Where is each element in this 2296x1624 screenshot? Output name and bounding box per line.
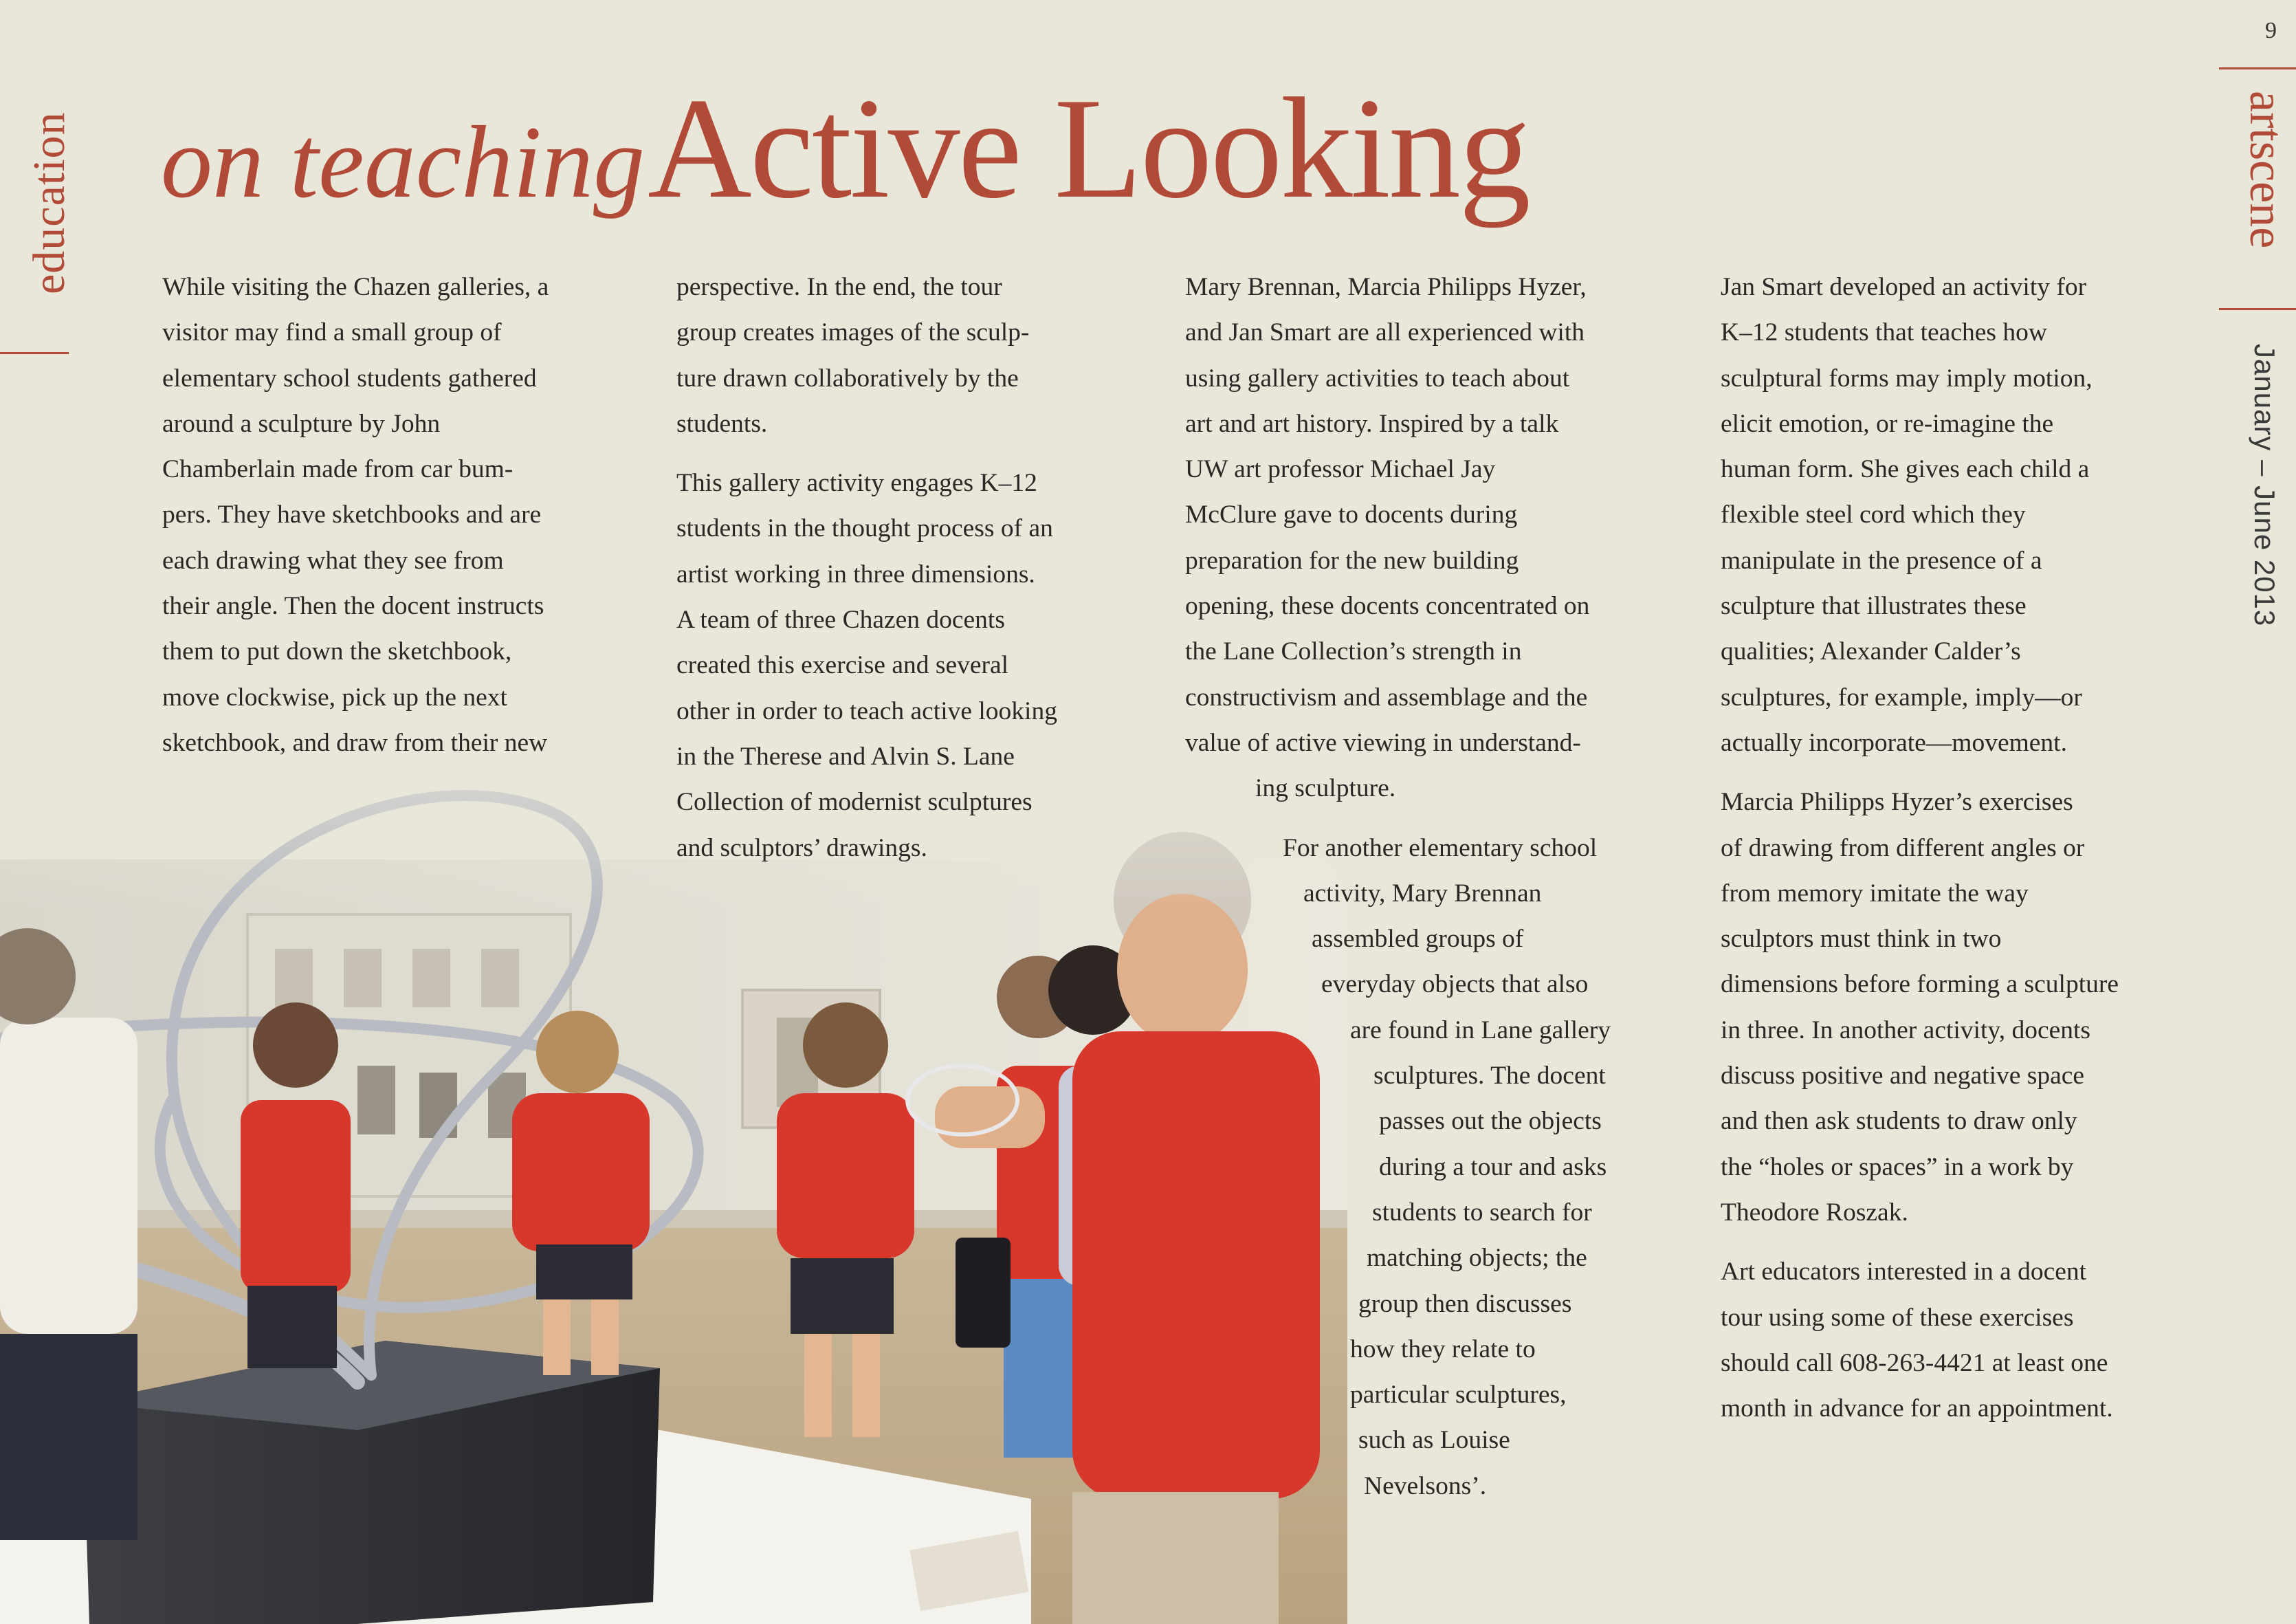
text-line: other in order to teach active looking xyxy=(676,696,1057,725)
text-line: Mary Brennan, Marcia Philipps Hyzer, xyxy=(1185,273,1587,301)
article-column-3 xyxy=(1185,265,1611,1509)
text-line: visitor may find a small group of xyxy=(162,318,502,347)
text-line: are found in Lane gallery xyxy=(1350,1016,1611,1044)
text-line: sculptors must think in two xyxy=(1721,925,2002,954)
text-line: For another elementary school xyxy=(1283,833,1598,862)
text-line: McClure gave to docents during xyxy=(1185,501,1518,529)
headline-kicker: on teaching xyxy=(161,105,645,219)
text-line: from memory imitate the way xyxy=(1721,879,2029,908)
text-line: during a tour and asks xyxy=(1379,1152,1607,1181)
text-line: tour using some of these exercises xyxy=(1721,1303,2074,1332)
text-line: them to put down the sketchbook, xyxy=(162,637,512,666)
paragraph-gap xyxy=(1721,766,2119,780)
text-line: ture drawn collaboratively by the xyxy=(676,364,1019,393)
text-line: Nevelsons’. xyxy=(1364,1471,1487,1500)
text-line: group creates images of the sculp- xyxy=(676,318,1030,347)
text-line: Marcia Philipps Hyzer’s exercises xyxy=(1721,788,2073,817)
text-line: move clockwise, pick up the next xyxy=(162,683,507,712)
headline xyxy=(161,66,1673,228)
text-line: activity, Mary Brennan xyxy=(1303,879,1542,908)
text-line: ing sculpture. xyxy=(1255,774,1396,803)
text-line: in the Therese and Alvin S. Lane xyxy=(676,742,1015,771)
text-line: the “holes or spaces” in a work by xyxy=(1721,1152,2074,1181)
text-line: group then discusses xyxy=(1358,1289,1572,1318)
text-line: students in the thought process of an xyxy=(676,514,1053,543)
section-tag: education xyxy=(24,111,74,294)
issue-date: January – June 2013 xyxy=(2249,344,2281,627)
text-line: discuss positive and negative space xyxy=(1721,1062,2085,1090)
text-line: sculpture that illustrates these xyxy=(1721,592,2027,621)
text-line: This gallery activity engages K–12 xyxy=(676,469,1037,498)
text-line: UW art professor Michael Jay xyxy=(1185,455,1496,484)
text-line: perspective. In the end, the tour xyxy=(676,273,1002,301)
text-line: particular sculptures, xyxy=(1350,1381,1567,1409)
text-line: everyday objects that also xyxy=(1321,970,1589,999)
section-rule xyxy=(0,352,69,354)
text-line: students to search for xyxy=(1372,1198,1592,1227)
text-line: created this exercise and several xyxy=(676,651,1009,680)
paragraph-gap xyxy=(1185,812,1611,826)
text-line: elementary school students gathered xyxy=(162,364,537,393)
text-line: Jan Smart developed an activity for xyxy=(1721,273,2087,301)
text-line: opening, these docents concentrated on xyxy=(1185,592,1590,621)
text-line: elicit emotion, or re-imagine the xyxy=(1721,409,2054,438)
headline-title: Active Looking xyxy=(648,69,1529,228)
text-line: assembled groups of xyxy=(1312,925,1524,954)
text-line: month in advance for an appointment. xyxy=(1721,1394,2113,1423)
text-line: Chamberlain made from car bum- xyxy=(162,455,514,484)
article-column-1 xyxy=(162,265,549,766)
text-line: manipulate in the presence of a xyxy=(1721,546,2042,575)
text-line: in three. In another activity, docents xyxy=(1721,1016,2091,1044)
text-line: each drawing what they see from xyxy=(162,546,504,575)
text-line: using gallery activities to teach about xyxy=(1185,364,1570,393)
text-line: Art educators interested in a docent xyxy=(1721,1258,2087,1286)
text-line: of drawing from different angles or xyxy=(1721,833,2085,862)
text-line: and Jan Smart are all experienced with xyxy=(1185,318,1585,347)
article-column-2 xyxy=(676,265,1057,871)
text-line: around a sculpture by John xyxy=(162,409,441,438)
text-line: and sculptors’ drawings. xyxy=(676,833,927,862)
text-line: their angle. Then the docent instructs xyxy=(162,592,544,621)
page-number: 9 xyxy=(2265,18,2277,43)
text-line: sculptures, for example, imply—or xyxy=(1721,683,2082,712)
text-line: value of active viewing in understand- xyxy=(1185,728,1581,757)
text-line: art and art history. Inspired by a talk xyxy=(1185,409,1559,438)
text-line: sculptures. The docent xyxy=(1373,1062,1606,1090)
text-line: A team of three Chazen docents xyxy=(676,606,1005,635)
text-line: passes out the objects xyxy=(1379,1107,1602,1136)
text-line: actually incorporate—movement. xyxy=(1721,728,2067,757)
text-line: Collection of modernist sculptures xyxy=(676,788,1033,817)
text-line: students. xyxy=(676,409,768,438)
text-line: human form. She gives each child a xyxy=(1721,455,2090,484)
text-line: constructivism and assemblage and the xyxy=(1185,683,1588,712)
text-line: flexible steel cord which they xyxy=(1721,501,2026,529)
text-line: such as Louise xyxy=(1358,1426,1510,1455)
text-line: While visiting the Chazen galleries, a xyxy=(162,273,549,301)
text-line: qualities; Alexander Calder’s xyxy=(1721,637,2021,666)
rail-rule-bottom xyxy=(2219,308,2296,310)
text-line: dimensions before forming a sculpture xyxy=(1721,970,2119,999)
article-column-4 xyxy=(1721,265,2119,1431)
text-line: matching objects; the xyxy=(1367,1244,1587,1273)
paragraph-gap xyxy=(1721,1236,2119,1249)
text-line: artist working in three dimensions. xyxy=(676,560,1035,589)
text-line: sculptural forms may imply motion, xyxy=(1721,364,2093,393)
text-line: preparation for the new building xyxy=(1185,546,1519,575)
text-line: should call 608-263-4421 at least one xyxy=(1721,1348,2108,1377)
paragraph-gap xyxy=(676,447,1057,461)
text-line: Theodore Roszak. xyxy=(1721,1198,1908,1227)
text-line: the Lane Collection’s strength in xyxy=(1185,637,1522,666)
text-line: pers. They have sketchbooks and are xyxy=(162,501,542,529)
text-line: and then ask students to draw only xyxy=(1721,1107,2077,1136)
rail-rule-top xyxy=(2219,67,2296,69)
text-line: K–12 students that teaches how xyxy=(1721,318,2047,347)
text-line: sketchbook, and draw from their new xyxy=(162,728,548,757)
text-line: how they relate to xyxy=(1350,1335,1536,1363)
magazine-name: artscene xyxy=(2240,91,2293,249)
